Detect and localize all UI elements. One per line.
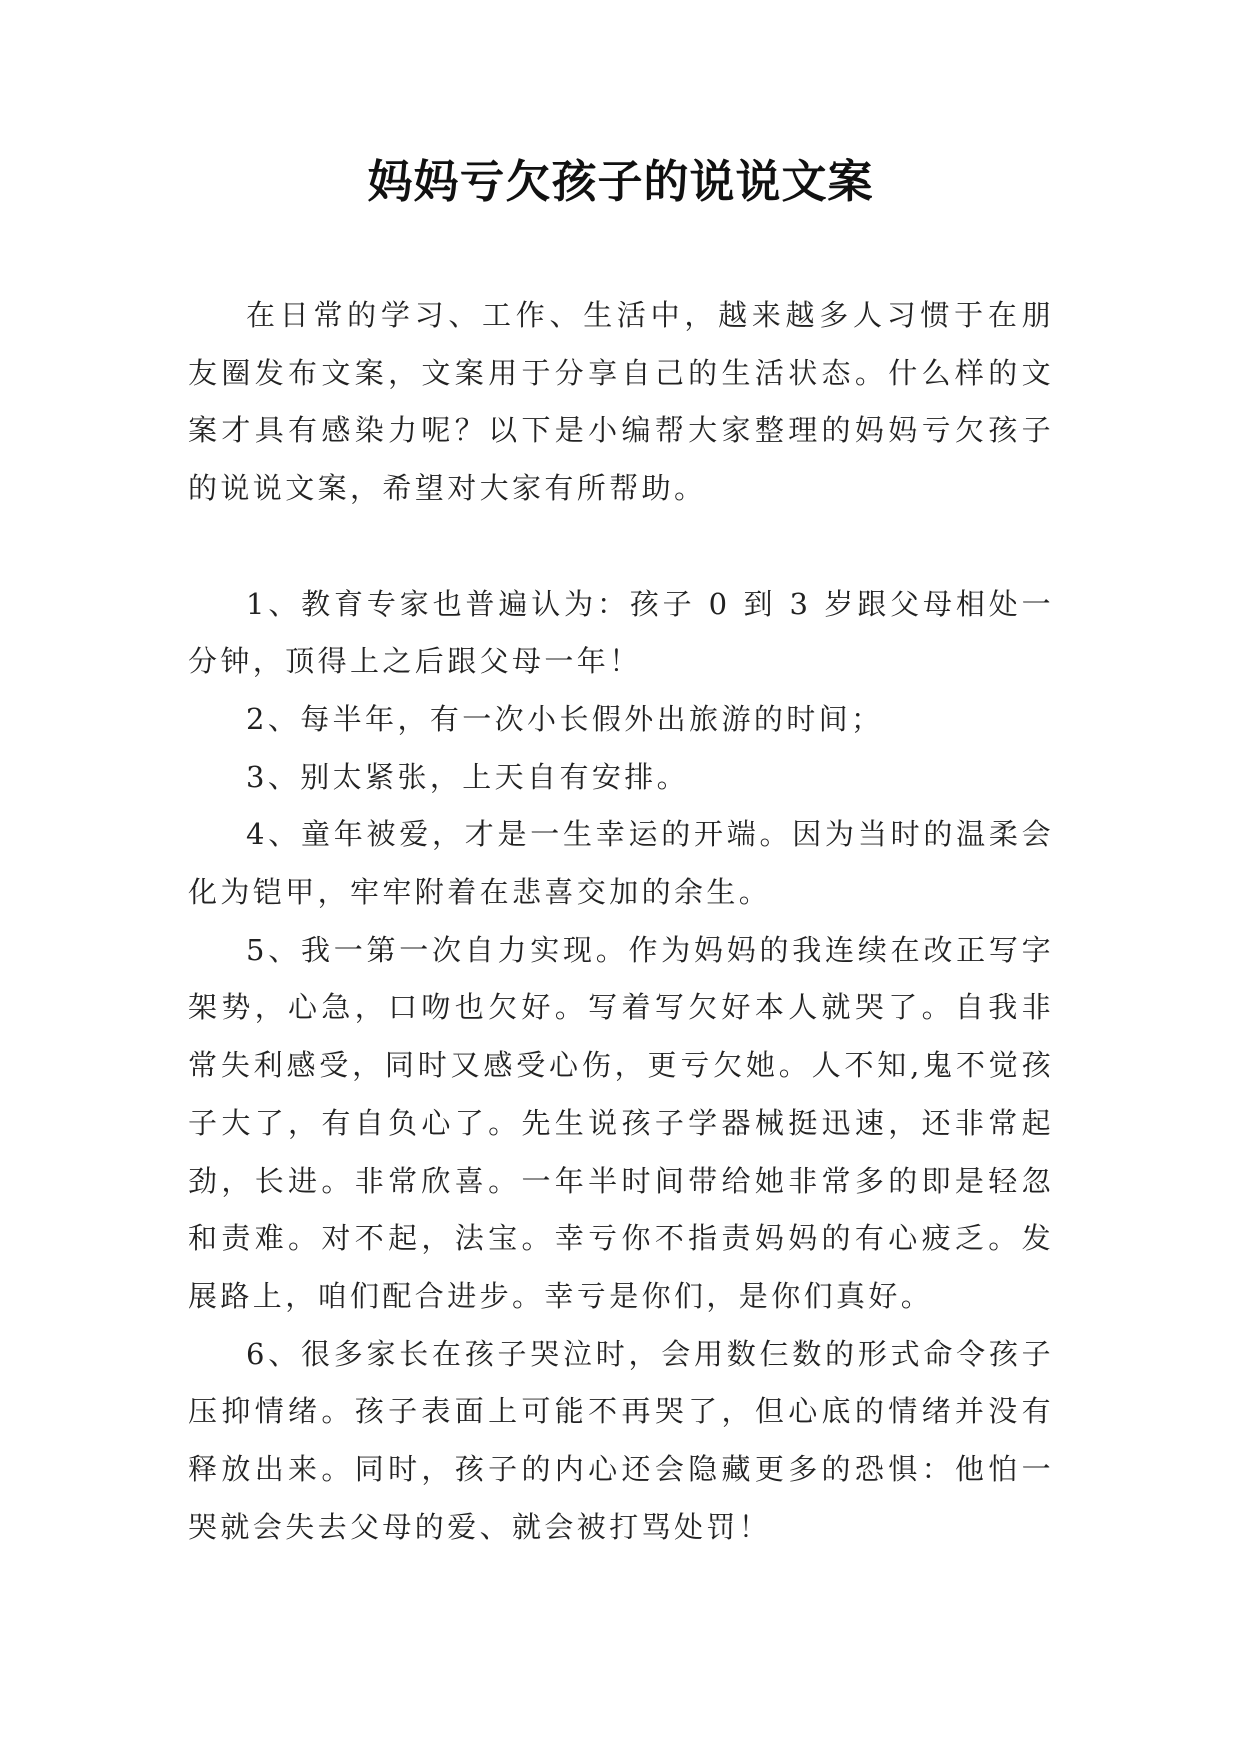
intro-paragraph: 在日常的学习、工作、生活中，越来越多人习惯于在朋友圈发布文案，文案用于分享自己的生活状态。什么样的文案才具有感染力呢？以下是小编帮大家整理的妈妈亏欠孩子的说说文案，希望对大家有所帮助。: [188, 298, 1054, 506]
list-item-4: 4、童年被爱，才是一生幸运的开端。因为当时的温柔会化为铠甲，牢牢附着在悲喜交加的余生。: [188, 817, 1054, 910]
page-title: 妈妈亏欠孩子的说说文案: [367, 155, 874, 208]
list-item-5: 5、我一第一次自力实现。作为妈妈的我连续在改正写字架势，心急，口吻也欠好。写着写欠好本人就哭了。自我非常失利感受，同时又感受心伤，更亏欠她。人不知,鬼不觉孩子大了，有自负心了。先生说孩子学器械挺迅速，还非常起劲，长进。非常欣喜。一年半时间带给她非常多的即是轻忽和责难。对不起，法宝。幸亏你不指责妈妈的有心疲乏。发展路上，咱们配合进步。幸亏是你们，是你们真好。: [188, 932, 1054, 1313]
list-item-1: 1、教育专家也普遍认为：孩子 0 到 3 岁跟父母相处一分钟，顶得上之后跟父母一年！: [188, 586, 1054, 679]
list-item-2: 2、每半年，有一次小长假外出旅游的时间；: [246, 701, 884, 736]
list-item-3: 3、别太紧张，上天自有安排。: [246, 759, 690, 794]
list-item-6: 6、很多家长在孩子哭泣时，会用数仨数的形式命令孩子压抑情绪。孩子表面上可能不再哭了，但心底的情绪并没有释放出来。同时，孩子的内心还会隐藏更多的恐惧：他怕一哭就会失去父母的爱、就会被打骂处罚！: [188, 1336, 1054, 1544]
document-body: [188, 287, 1054, 1556]
